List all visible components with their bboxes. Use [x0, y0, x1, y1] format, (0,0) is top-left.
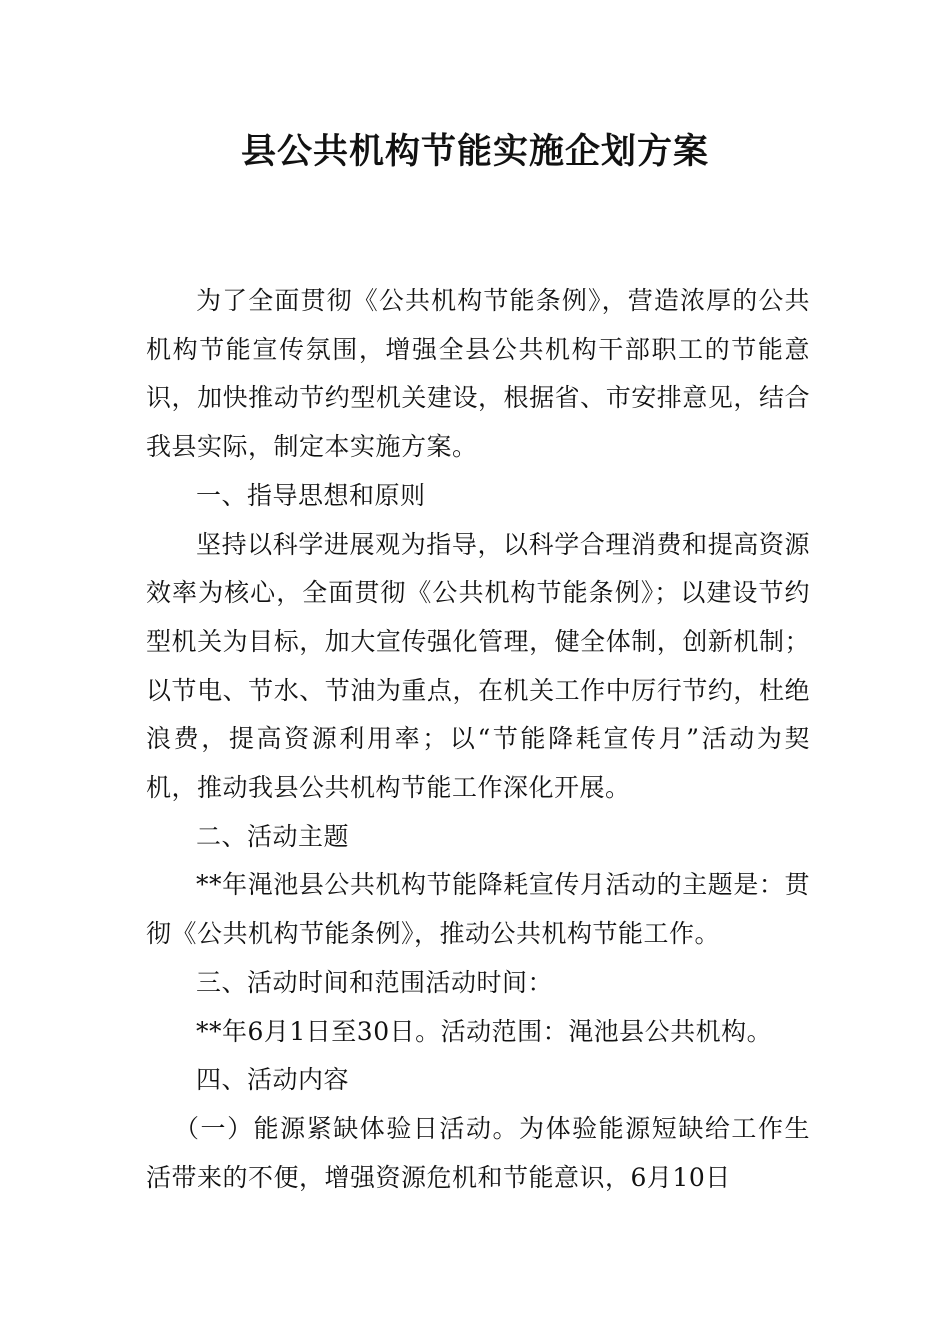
paragraph-activity-content-1: （一）能源紧缺体验日活动。为体验能源短缺给工作生活带来的不便，增强资源危机和节能意识，6月10日 — [146, 1113, 810, 1192]
paragraph-time-and-scope: **年6月1日至30日。活动范围：渑池县公共机构。 — [196, 1016, 773, 1046]
paragraph-intro: 为了全面贯彻《公共机构节能条例》，营造浓厚的公共机构节能宣传氛围，增强全县公共机构干部职工的节能意识，加快推动节约型机关建设，根据省、市安排意见，结合我县实际，制定本实施方案。 — [146, 286, 810, 462]
section-heading-activity-content: 四、活动内容 — [196, 1065, 350, 1095]
section-heading-time-and-scope: 三、活动时间和范围活动时间： — [196, 967, 554, 997]
paragraph-activity-theme: **年渑池县公共机构节能降耗宣传月活动的主题是：贯彻《公共机构节能条例》，推动公共机构节能工作。 — [146, 870, 810, 949]
section-heading-activity-theme: 二、活动主题 — [196, 821, 350, 851]
paragraph-guiding-principles: 坚持以科学进展观为指导，以科学合理消费和提高资源效率为核心，全面贯彻《公共机构节能条例》；以建设节约型机关为目标，加大宣传强化管理，健全体制，创新机制；以节电、节水、节油为重点，在机关工作中厉行节约，杜绝浪费，提高资源利用率；以“节能降耗宣传月”活动为契机，推动我县公共机构节能工作深化开展。 — [146, 529, 810, 803]
section-heading-guiding-principles: 一、指导思想和原则 — [196, 480, 426, 510]
document-title: 县公共机构节能实施企划方案 — [240, 132, 709, 172]
document-body — [146, 277, 810, 1202]
